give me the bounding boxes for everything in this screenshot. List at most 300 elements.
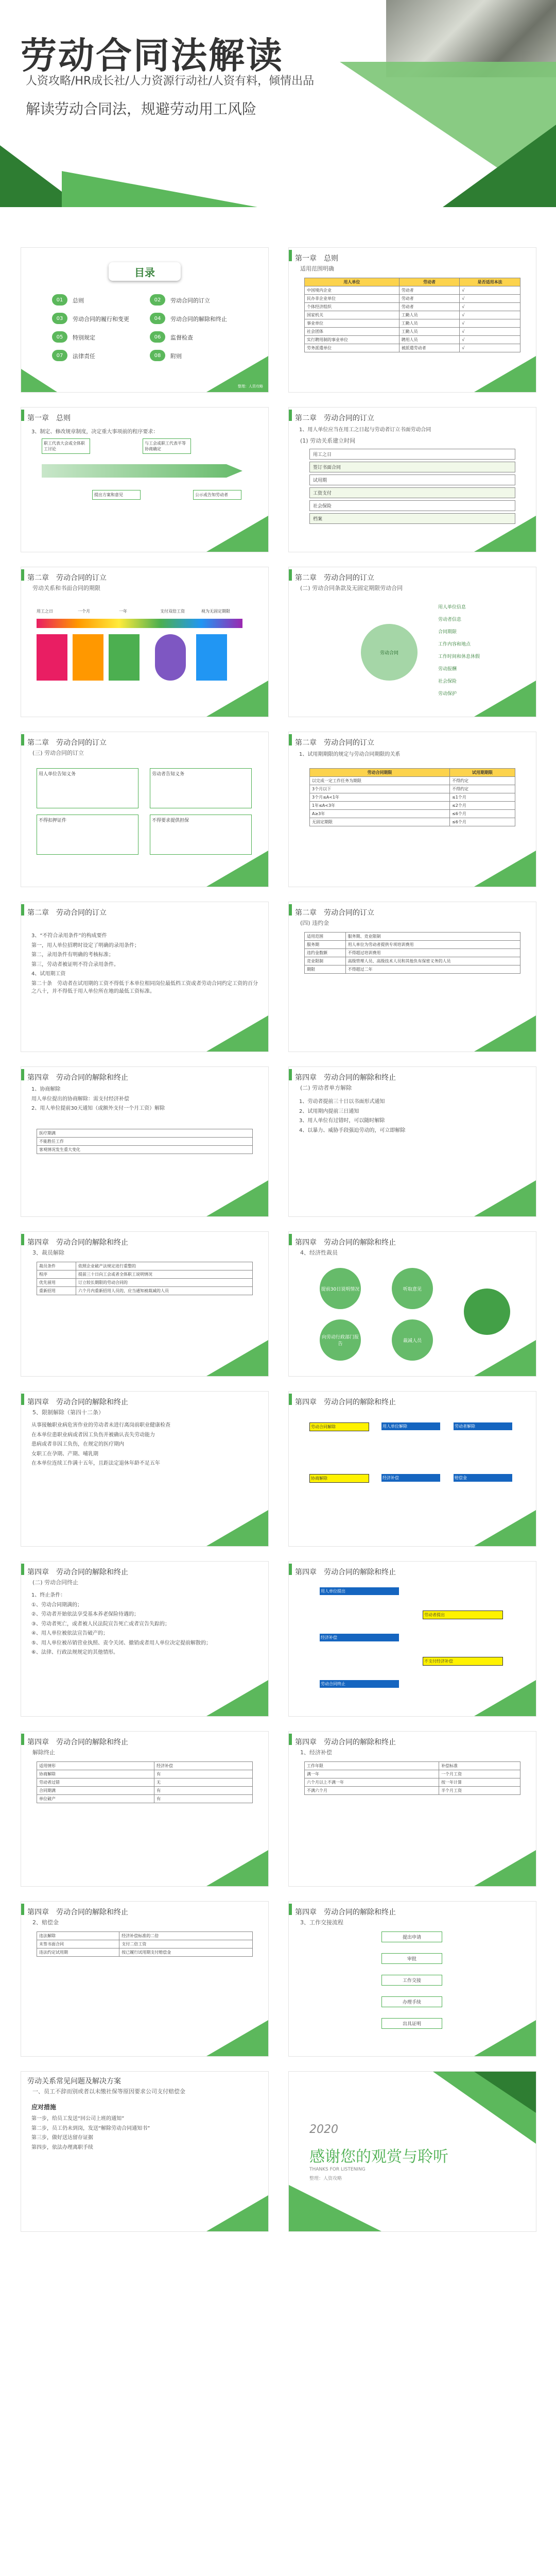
text-line: 在本单位连续工作满十五年，且距法定退休年龄不足五年 (31, 1461, 160, 1466)
duty-item: 不得扣押证件 (37, 815, 138, 855)
toc-number: 01 (52, 294, 67, 306)
clause-item: 劳动者信息 (438, 617, 462, 622)
table-row (37, 1270, 253, 1279)
table-cell: 医疗期满 (37, 1129, 253, 1138)
mutual-lines (31, 1086, 258, 1114)
table-cell: 工作年限 (305, 1762, 439, 1770)
slide-chapter: 第四章 劳动合同的解除和终止 (27, 1239, 128, 1247)
timeline-label: 一个月 (78, 609, 90, 614)
table-cell: 依照企业破产法规定进行重整的 (76, 1262, 253, 1270)
table-cell: 重新招用 (37, 1287, 76, 1295)
flow-box: 赔偿金 (454, 1474, 512, 1482)
table-row (305, 957, 520, 965)
written-row: 用工之日 (309, 449, 515, 460)
handover-step: 工作交接 (381, 1975, 442, 1986)
econ-circle: 裁减人员 (392, 1319, 433, 1361)
table-cell: 单位破产 (37, 1795, 154, 1803)
table-cell: 民办非企业单位 (305, 295, 399, 303)
flow-box: 劳动合同解除 (309, 1422, 369, 1431)
clause-item: 社会保险 (438, 679, 457, 684)
table-row (37, 1940, 253, 1948)
process-arrow (42, 464, 242, 478)
table-cell: 经济补偿 (154, 1762, 253, 1770)
text-line: 第三步，做好送达留存证据 (31, 2135, 93, 2141)
written-row: 档案 (309, 513, 515, 524)
table-row (305, 286, 520, 295)
table-header-cell: 是否适用本法 (460, 278, 520, 286)
table-row (37, 1770, 253, 1778)
table-cell: √ (460, 303, 520, 311)
toc-item-label: 劳动合同的订立 (170, 297, 210, 304)
procedure-text: 3、制定、修改规章制度，决定重大事项前的程序要求： (31, 429, 159, 435)
layoff-table (37, 1262, 253, 1295)
text-line: 用人单位提出的协商解除：需支付经济补偿 (31, 1096, 129, 1102)
written-text: 1、用人单位应当在用工之日起与劳动者订立书面劳动合同 (299, 427, 431, 433)
slide-ch2-duties (21, 732, 269, 887)
chart-box: 不支付经济补偿 (423, 1657, 503, 1666)
text-line: 4、以暴力、威胁手段强迫劳动的，可立即解除 (299, 1127, 406, 1133)
text-line: 1、终止条件： (31, 1592, 66, 1598)
slide-chapter: 第二章 劳动合同的订立 (295, 574, 374, 582)
table-cell: 经济补偿标准的二倍 (119, 1932, 253, 1940)
table-cell: 违法解除 (37, 1932, 119, 1940)
text-line: 4、试用期工资 (31, 971, 66, 977)
issues-lines (31, 2115, 258, 2153)
slide-chapter: 第四章 劳动合同的解除和终止 (295, 1908, 396, 1917)
text-line: 第二，录用条件有明确的考核标准； (31, 952, 114, 958)
text-line: 从事接触职业病危害作业的劳动者未进行离岗前职业健康检查 (31, 1422, 170, 1428)
table-cell: 实行聘用制的事业单位 (305, 336, 399, 344)
table-cell: 聘用人员 (399, 336, 460, 344)
table-row (37, 1932, 253, 1940)
text-line: 1、劳动者提前三十日以书面形式通知 (299, 1099, 385, 1105)
slide-chapter: 第一章 总则 (27, 414, 71, 422)
toc-item-label: 法律责任 (73, 353, 95, 360)
table-cell: 违约金数额 (305, 949, 346, 957)
table-cell: 客观情况发生重大变化 (37, 1146, 253, 1154)
hero-corner-light (62, 171, 257, 207)
table-cell: 劳动者 (399, 303, 460, 311)
written-rows (309, 449, 515, 526)
thanks-wedge-bottom (289, 2185, 381, 2231)
slide-chapter: 第四章 劳动合同的解除和终止 (27, 1568, 128, 1577)
table-row (310, 785, 515, 793)
toc-number: 07 (52, 350, 67, 361)
probation-table (309, 768, 515, 826)
table-cell: ≤6个月 (450, 810, 515, 818)
table-header-cell: 劳动合同期限 (310, 769, 450, 777)
restrict-lines (31, 1421, 258, 1469)
table-cell: 不得约定 (450, 777, 515, 785)
text-line: 第二步，员工仍未到岗，发送“解除劳动合同通知书” (31, 2125, 150, 2131)
slide-chapter: 第二章 劳动合同的订立 (27, 739, 107, 747)
slide-ch2-penalty (288, 902, 536, 1052)
table-cell: 半个月工资 (439, 1787, 520, 1795)
slide-ch4-worker (288, 1066, 536, 1217)
slide-chapter: 第四章 劳动合同的解除和终止 (27, 1908, 128, 1917)
handover-step: 出具证明 (381, 2018, 442, 2029)
table-cell: √ (460, 344, 520, 352)
text-line: 第一步，给员工发送“回公司上班的通知” (31, 2116, 125, 2122)
clause-item: 工作时间和休息休假 (438, 654, 480, 659)
table-cell: 优先留用 (37, 1279, 76, 1287)
handover-step: 审批 (381, 1953, 442, 1964)
written-row: 签订书面合同 (309, 462, 515, 472)
text-line: 3、“不符合录用条件”的构成要件 (31, 933, 107, 939)
slide-wedge (474, 356, 536, 392)
termination-lines (31, 1591, 258, 1658)
slide-chapter: 第二章 劳动合同的订立 (295, 909, 374, 917)
slide-chapter: 第四章 劳动合同的解除和终止 (295, 1239, 396, 1247)
slide-ch4-econ (288, 1231, 536, 1377)
table-row (37, 1146, 253, 1154)
text-line: 在本单位患职业病或者因工负伤并被确认丧失劳动能力 (31, 1432, 155, 1438)
table-row (37, 1279, 253, 1287)
hero-subtitle: 解读劳动合同法，规避劳动用工风险 (26, 100, 257, 117)
slide-chapter: 第四章 劳动合同的解除和终止 (27, 1074, 128, 1082)
table-cell: 有 (154, 1795, 253, 1803)
table-row (305, 303, 520, 311)
table-row (305, 965, 520, 974)
table-cell: 违法约定试用期 (37, 1948, 119, 1957)
table-cell: √ (460, 328, 520, 336)
slide-ch4-chart (288, 1561, 536, 1717)
table-row (305, 1787, 520, 1795)
duty-item: 用人单位告知义务 (37, 768, 138, 808)
handover-step: 提出申请 (381, 1931, 442, 1942)
hero-title: 劳动合同法解读 (21, 35, 284, 77)
table-row (37, 1795, 253, 1803)
slide-chapter: 第四章 劳动合同的解除和终止 (295, 1074, 396, 1082)
slide-subtitle: 5、限制解除（第四十二条） (32, 1409, 104, 1416)
toc-number: 06 (150, 331, 165, 343)
table-cell: 按一年计算 (439, 1778, 520, 1787)
table-cell: ≤2个月 (450, 802, 515, 810)
table-cell: ≤6个月 (450, 818, 515, 826)
table-cell: 支付二倍工资 (119, 1940, 253, 1948)
table-cell: 劳动者过错 (37, 1778, 154, 1787)
table-cell: 3个月以下 (310, 785, 450, 793)
table-cell: 社会团体 (305, 328, 399, 336)
slide-subtitle: 3、裁员解除 (32, 1249, 64, 1256)
text-line: 女职工在孕期、产期、哺乳期 (31, 1451, 98, 1457)
text-line: 第三，劳动者被证明不符合录用条件。 (31, 961, 119, 968)
slide-ch1-scope (288, 247, 536, 393)
text-line: ⑤、用人单位被吊销营业执照、责令关闭、撤销或者用人单位决定提前解散的； (31, 1640, 211, 1646)
table-row (305, 1762, 520, 1770)
damages-table (37, 1931, 253, 1957)
thanks-wedge-dark (474, 2072, 536, 2113)
table-cell: 未签书面合同 (37, 1940, 119, 1948)
toc-item-label: 监督检查 (170, 334, 193, 341)
hero-tags: 人资攻略/HR成长社/人力资源行动社/人资有料，倾情出品 (26, 75, 315, 88)
table-cell: 国家机关 (305, 311, 399, 319)
slide-ch4-mutual (21, 1066, 269, 1217)
table-row (310, 777, 515, 785)
slide-chapter: 第二章 劳动合同的订立 (295, 739, 374, 747)
slide-subtitle: (四) 违约金 (300, 920, 329, 926)
slide-ch2-written (288, 407, 536, 552)
table-cell: 一个月工资 (439, 1770, 520, 1778)
timeline-col-1 (37, 634, 67, 681)
slide-chapter: 第二章 劳动合同的订立 (295, 414, 374, 422)
toc-number: 04 (150, 313, 165, 324)
toc-number: 08 (150, 350, 165, 361)
slide-ch2-conditions (21, 902, 269, 1052)
table-cell: 以完成一定工作任务为期限 (310, 777, 450, 785)
duty-item: 劳动者告知义务 (150, 768, 252, 808)
toc-item-label: 总则 (73, 297, 84, 304)
table-cell: 劳动者 (399, 295, 460, 303)
table-cell: 不得约定 (450, 785, 515, 793)
table-row (310, 793, 515, 802)
table-cell: 有 (154, 1770, 253, 1778)
probation-text: 1、试用期期限的规定与劳动合同期限的关系 (299, 752, 401, 757)
clause-item: 合同期限 (438, 630, 457, 635)
mutual-table (37, 1129, 253, 1154)
table-row (305, 311, 520, 319)
slide-subtitle: 劳动关系和书面合同的期限 (32, 585, 100, 591)
table-row (37, 1287, 253, 1295)
slide-subtitle: 4、经济性裁员 (300, 1249, 338, 1256)
text-line: 2、试用期内提前三日通知 (299, 1108, 359, 1114)
slide-ch4-flow (288, 1391, 536, 1547)
slide-subtitle: 1、经济补偿 (300, 1749, 332, 1756)
timeline-label: 一年 (119, 609, 127, 614)
timeline-col-5 (196, 634, 227, 681)
slide-ch4-handover (288, 1901, 536, 2057)
toc-number: 02 (150, 294, 165, 306)
table-cell: 不得超过培训费用 (345, 949, 520, 957)
toc-item-label: 特别规定 (73, 334, 95, 341)
table-row (305, 344, 520, 352)
table-cell: √ (460, 319, 520, 328)
table-row (305, 1778, 520, 1787)
table-header-cell: 劳动者 (399, 278, 460, 286)
flow-box: 劳动者解除 (454, 1422, 512, 1430)
table-row (305, 1770, 520, 1778)
table-row (305, 336, 520, 344)
procedure-step: 提出方案和意见 (92, 490, 141, 500)
table-cell: 合同期满 (37, 1787, 154, 1795)
slide-subtitle: (三) 劳动合同的订立 (32, 750, 84, 756)
slide-ch2-clauses (288, 567, 536, 717)
slide-ch2-probation (288, 732, 536, 887)
slide-subtitle: 解除终止 (32, 1749, 55, 1756)
slide-ch4-restrict (21, 1391, 269, 1547)
slide-subtitle: (1) 劳动关系建立时间 (300, 437, 356, 444)
flow-box: 协商解除 (309, 1474, 369, 1483)
table-row (305, 328, 520, 336)
table-row (37, 1138, 253, 1146)
table-cell: 不得超过二年 (345, 965, 520, 974)
timeline-label: 用工之日 (37, 609, 53, 614)
slide-subtitle: (二) 劳动合同条款及无固定期限劳动合同 (300, 585, 403, 591)
penalty-table (304, 932, 520, 974)
conditions-lines (31, 932, 258, 997)
table-row (37, 1787, 253, 1795)
table-row (305, 933, 520, 941)
thanks-sub: 整理：人资攻略 (309, 2176, 342, 2181)
slide-wedge-left (21, 369, 57, 392)
slide-ch4-layoff (21, 1231, 269, 1377)
timeline-col-4 (155, 634, 186, 681)
slide-chapter: 第四章 劳动合同的解除和终止 (295, 1738, 396, 1747)
toc-number: 03 (52, 313, 67, 324)
table-cell: 期限 (305, 965, 346, 974)
slide-subtitle: (二) 劳动合同终止 (32, 1579, 79, 1586)
slide-chapter: 第二章 劳动合同的订立 (27, 909, 107, 917)
toc-title: 目录 (109, 262, 181, 281)
table-cell: √ (460, 311, 520, 319)
econ-circle: 听取意见 (392, 1268, 433, 1309)
slide-subtitle: (二) 劳动者单方解除 (300, 1084, 352, 1091)
table-cell: 劳务派遣单位 (305, 344, 399, 352)
table-cell: 六个月内重新招用人员的，应当通知被裁减的人员 (76, 1287, 253, 1295)
table-row (305, 295, 520, 303)
table-row (305, 319, 520, 328)
thanks-title: 感谢您的观赏与聆听 (309, 2148, 448, 2166)
table-cell: 有 (154, 1787, 253, 1795)
table-cell: A≥3年 (310, 810, 450, 818)
slide-subtitle: 一、员工不辞而别或者以未缴社保等原因要求公司支付赔偿金 (32, 2088, 185, 2095)
hero-right-dark (443, 125, 556, 207)
table-row (37, 1778, 253, 1787)
table-cell: 无固定期限 (310, 818, 450, 826)
table-row (310, 810, 515, 818)
toc-number: 05 (52, 331, 67, 343)
slide-chapter: 劳动关系常见问题及解决方案 (27, 2077, 121, 2086)
table-cell: 满一年 (305, 1770, 439, 1778)
written-row: 试用期 (309, 474, 515, 485)
slide-issues (21, 2071, 269, 2232)
text-line: ②、劳动者开始依法享受基本养老保险待遇的； (31, 1612, 139, 1617)
table-cell: ≤1个月 (450, 793, 515, 802)
slide-ch4-table1 (21, 1731, 269, 1887)
slide-toc (21, 247, 269, 393)
compensation-table (304, 1761, 520, 1795)
text-line: ⑥、法律、行政法规规定的其他情形。 (31, 1650, 118, 1655)
table-cell: 工勤人员 (399, 319, 460, 328)
table-cell: 被派遣劳动者 (399, 344, 460, 352)
slide-chapter: 第四章 劳动合同的解除和终止 (295, 1398, 396, 1406)
text-line: 1、协商解除 (31, 1087, 61, 1092)
slide-thanks (288, 2071, 536, 2232)
table-row (310, 818, 515, 826)
text-line: 第二十条 劳动者在试用期的工资不得低于本单位相同岗位最低档工资或者劳动合同约定工资的百分之八十，并不得低于用人单位所在地的最低工资标准。 (31, 980, 258, 994)
table-row (37, 1129, 253, 1138)
table-cell: 程序 (37, 1270, 76, 1279)
table-cell: √ (460, 295, 520, 303)
table-row (305, 941, 520, 949)
termination-table (37, 1761, 253, 1803)
toc-item-label: 附则 (170, 353, 182, 360)
issues-head: 应对措施 (31, 2104, 57, 2111)
toc-item-label: 劳动合同的解除和终止 (170, 316, 227, 323)
table-row (305, 949, 520, 957)
duty-item: 不得要求提供担保 (150, 815, 252, 855)
table-cell: 按已履行试用期支付赔偿金 (119, 1948, 253, 1957)
table-row (37, 1948, 253, 1957)
table-cell: 劳动者 (399, 286, 460, 295)
timeline-col-3 (109, 634, 140, 681)
table-cell: 订立较长期限的劳动合同的 (76, 1279, 253, 1287)
clause-item: 劳动报酬 (438, 667, 457, 672)
table-row (310, 802, 515, 810)
procedure-step: 与工会或职工代表平等协商确定 (143, 438, 191, 454)
table-cell: 工勤人员 (399, 328, 460, 336)
table-cell: 竞业限制 (305, 957, 346, 965)
table-header-cell: 用人单位 (305, 278, 399, 286)
chart-box: 劳动者提出 (423, 1611, 503, 1619)
econ-circle: 提前30日说明情况 (320, 1268, 361, 1309)
slide-subtitle: 3、工作交接流程 (300, 1919, 343, 1926)
table-cell: 六个月以上不满一年 (305, 1778, 439, 1787)
timeline-label: 支付双倍工资 (160, 609, 185, 614)
text-line: 第一，用人单位招聘时设定了明确的录用条件； (31, 942, 140, 948)
slide-ch1-procedure (21, 407, 269, 552)
slide-chapter: 第一章 总则 (295, 255, 338, 263)
timeline-col-2 (73, 634, 103, 681)
table-row (37, 1262, 253, 1270)
handover-step: 办理手续 (381, 1996, 442, 2007)
text-line: 3、用人单位有过错时，可以随时解除 (299, 1118, 385, 1124)
worker-lines (299, 1098, 526, 1136)
table-cell: 中国境内企业 (305, 286, 399, 295)
written-row: 工资支付 (309, 487, 515, 498)
thanks-en: THANKS FOR LISTENING (309, 2167, 366, 2172)
table-cell: 1年≤A<3年 (310, 802, 450, 810)
chart-box: 用人单位提出 (320, 1587, 399, 1595)
table-cell: 用人单位为劳动者提供专项培训费用 (345, 941, 520, 949)
slide-chapter: 第四章 劳动合同的解除和终止 (295, 1568, 396, 1577)
table-cell: 服务期、竞业限制 (345, 933, 520, 941)
table-cell: 无 (154, 1778, 253, 1787)
accent-bar (289, 250, 292, 261)
table-cell: 高级管理人员、高级技术人员和其他负有保密义务的人员 (345, 957, 520, 965)
text-line: ④、用人单位被依法宣告破产的； (31, 1631, 108, 1636)
toc-item-label: 劳动合同的履行和变更 (73, 316, 129, 323)
timeline-bar (37, 619, 242, 628)
text-line: 2、用人单位提前30天通知（或额外支付一个月工资）解除 (31, 1106, 165, 1111)
scope-table (304, 278, 520, 352)
table-cell: 个体经济组织 (305, 303, 399, 311)
timeline-label: 视为无固定期限 (201, 609, 230, 614)
slide-chapter: 第二章 劳动合同的订立 (27, 574, 107, 582)
table-row (37, 1762, 253, 1770)
table-cell: 工勤人员 (399, 311, 460, 319)
table-cell: 服务期 (305, 941, 346, 949)
slide-ch4-termination (21, 1561, 269, 1717)
procedure-step: 公示或告知劳动者 (193, 490, 241, 500)
table-cell: 不满六个月 (305, 1787, 439, 1795)
econ-circle: 向劳动行政部门报告 (320, 1319, 361, 1361)
table-cell: 裁员条件 (37, 1262, 76, 1270)
slide-chapter: 第四章 劳动合同的解除和终止 (27, 1738, 128, 1747)
slide-subtitle: 2、赔偿金 (32, 1919, 59, 1926)
chart-box: 经济补偿 (320, 1634, 399, 1641)
table-cell: 事业单位 (305, 319, 399, 328)
text-line: 患病或者非因工负伤，在规定的医疗期内 (31, 1442, 124, 1447)
table-cell: 3个月≤A<1年 (310, 793, 450, 802)
slide-ch2-timeline (21, 567, 269, 717)
table-cell: 补偿标准 (439, 1762, 520, 1770)
slide-chapter: 第四章 劳动合同的解除和终止 (27, 1398, 128, 1406)
slide-ch4-damages (21, 1901, 269, 2057)
text-line: ③、劳动者死亡，或者被人民法院宣告死亡或者宣告失踪的； (31, 1621, 170, 1627)
table-cell: 协商解除 (37, 1770, 154, 1778)
clause-item: 工作内容和地点 (438, 642, 471, 647)
